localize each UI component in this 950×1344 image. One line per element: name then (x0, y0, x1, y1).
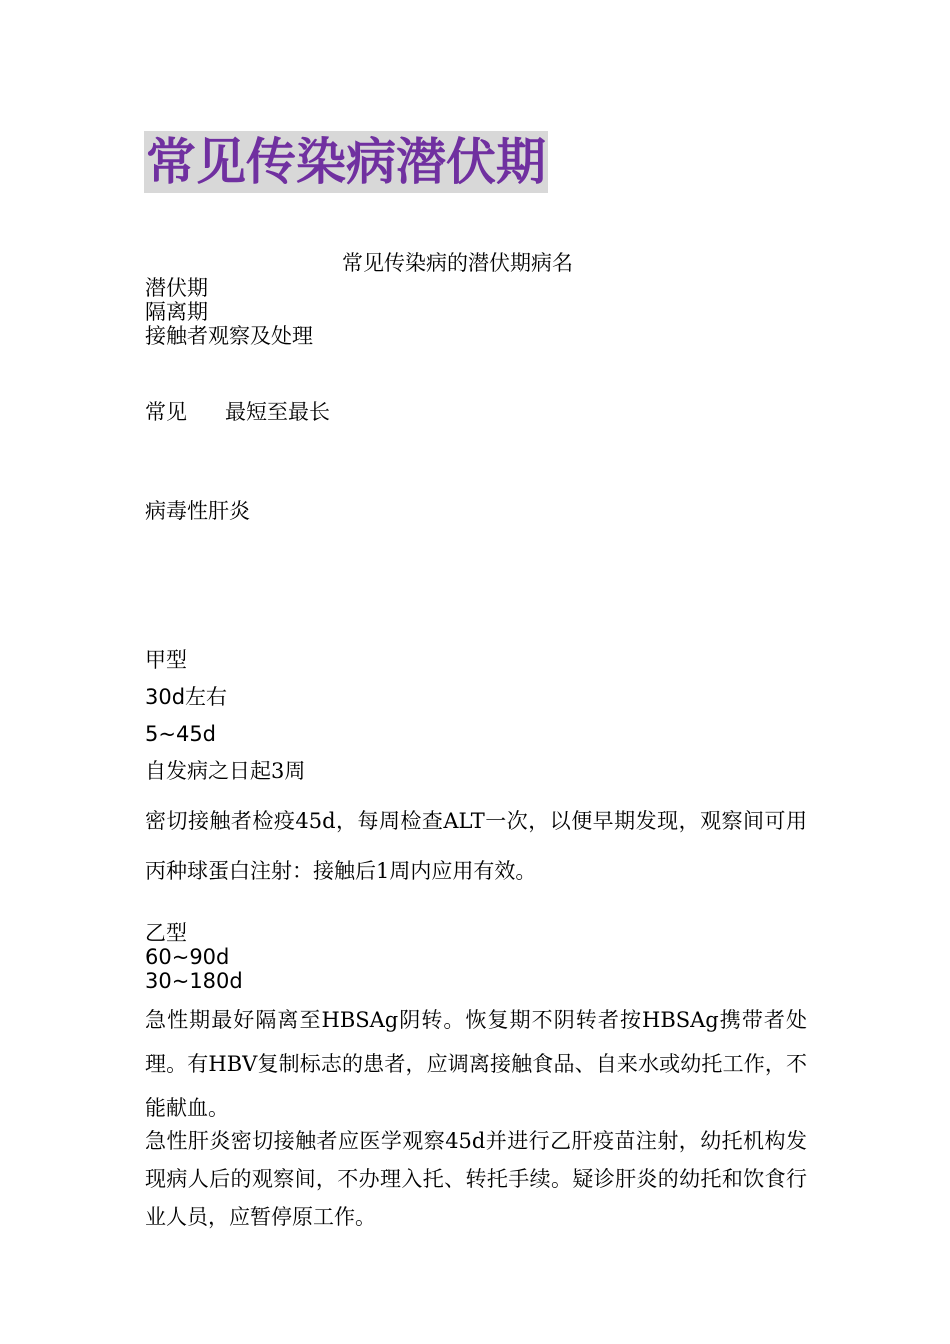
header-range: 最短至最长 (225, 400, 330, 424)
hepatitis-a-range: 5~45d (145, 722, 217, 746)
hepatitis-a-type: 甲型 (145, 648, 187, 672)
hepatitis-b-range: 30~180d (145, 969, 243, 993)
hepatitis-a-contact: 密切接触者检疫45d，每周检查ALT一次，以便早期发现，观察间可用丙种球蛋白注射：接触后1周内应用有效。 (145, 809, 807, 883)
header-isolation: 隔离期 (145, 300, 208, 324)
hepatitis-b-type: 乙型 (145, 921, 187, 945)
hepatitis-a-common: 30d左右 (145, 685, 228, 709)
header-common: 常见 (145, 400, 187, 424)
table-caption: 常见传染病的潜伏期病名 (342, 251, 573, 275)
hepatitis-a-isolation: 自发病之日起3周 (145, 759, 306, 783)
hepatitis-b-common: 60~90d (145, 945, 230, 969)
hepatitis-b-contact: 急性肝炎密切接触者应医学观察45d并进行乙肝疫苗注射，幼托机构发现病人后的观察间，不办理入托、转托手续。疑诊肝炎的幼托和饮食行业人员，应暂停原工作。 (145, 1129, 807, 1229)
document-title: 常见传染病潜伏期 (146, 133, 546, 191)
disease-group-label: 病毒性肝炎 (145, 499, 250, 523)
hepatitis-b-isolation: 急性期最好隔离至HBSAg阴转。恢复期不阴转者按HBSAg携带者处理。有HBV复制标志的患者，应调离接触食品、自来水或幼托工作，不能献血。 (145, 1008, 807, 1120)
header-contact: 接触者观察及处理 (145, 324, 313, 348)
header-incubation: 潜伏期 (145, 276, 208, 300)
